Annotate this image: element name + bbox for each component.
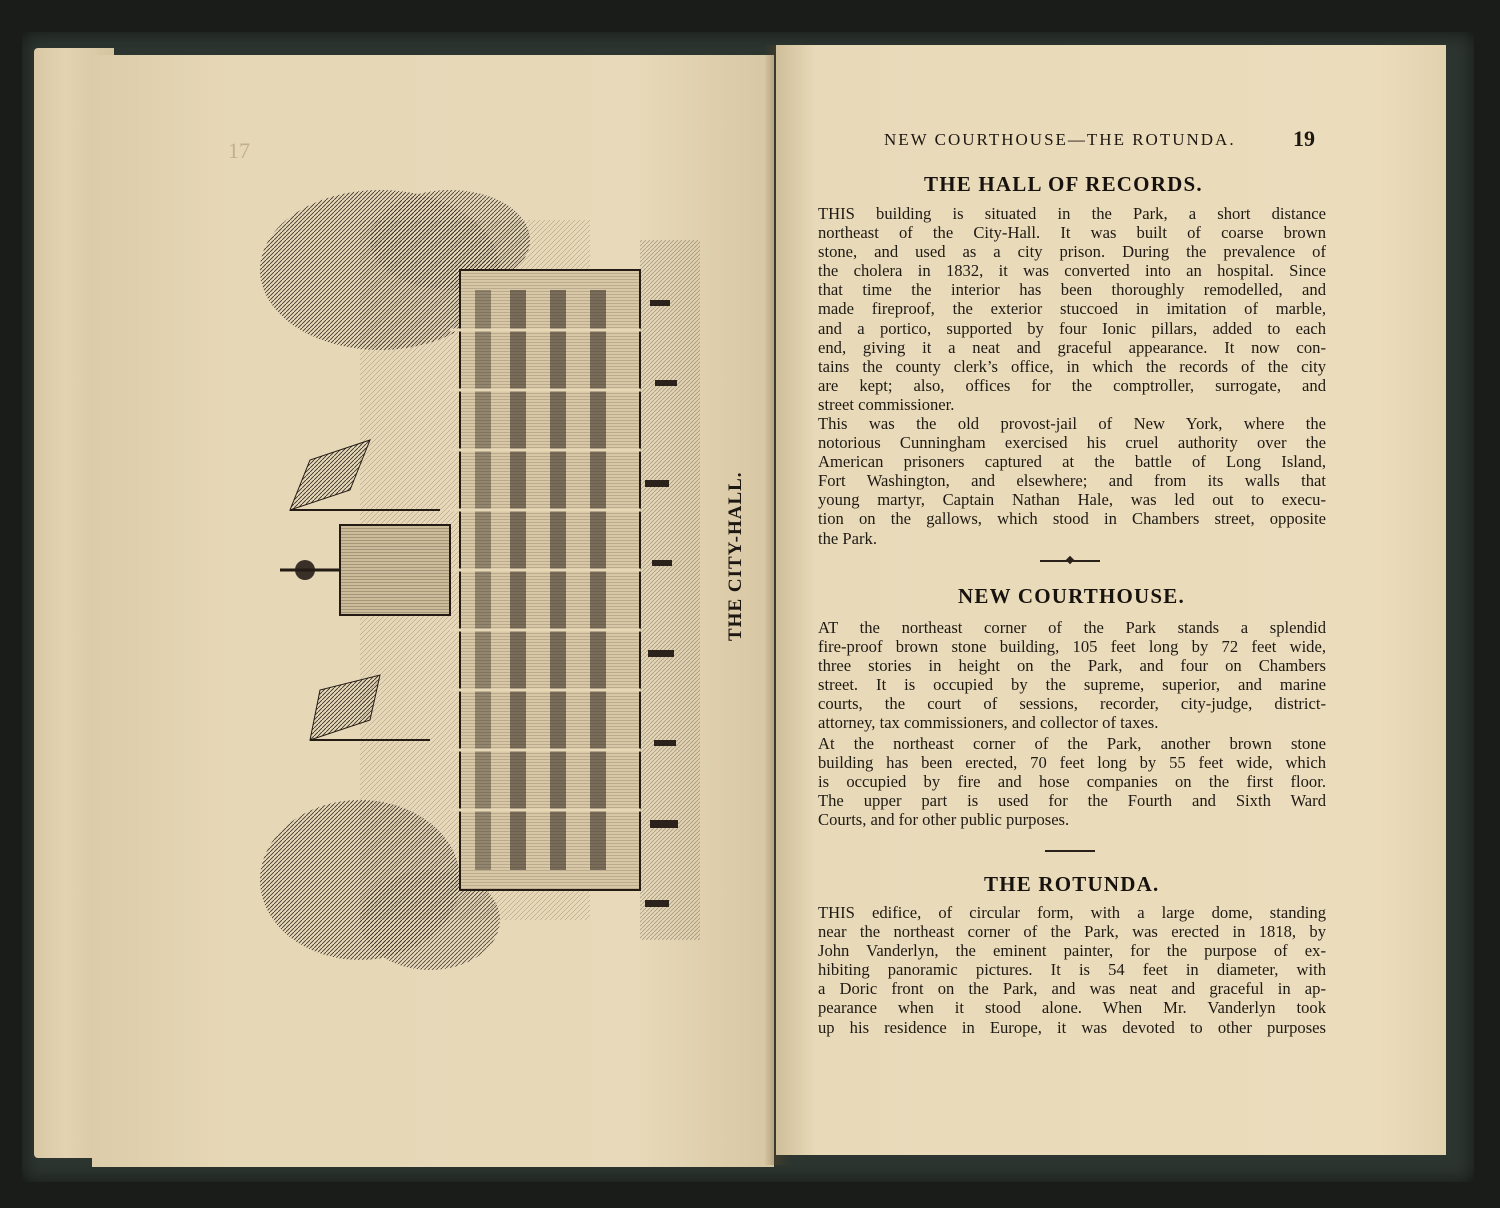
text-line: AT the northeast corner of the Park stands a splendid xyxy=(818,618,1326,637)
section-title-rotunda: THE ROTUNDA. xyxy=(984,872,1160,896)
text-line: courts, the court of sessions, recorder, city-judge, district- xyxy=(818,694,1326,714)
city-hall-engraving xyxy=(250,180,720,980)
text-line: American prisoners captured at the battle of Long Island, xyxy=(818,452,1326,472)
text-line: up his residence in Europe, it was devoted to other purposes xyxy=(818,1017,1326,1037)
text-line: is occupied by fire and hose companies on the first floor. xyxy=(818,772,1326,792)
text-line: attorney, tax commissioners, and collector of taxes. xyxy=(818,713,1159,733)
text-line: Fort Washington, and elsewhere; and from its walls that xyxy=(818,471,1326,491)
text-line: northeast of the City-Hall. It was built of coarse brown xyxy=(818,223,1326,243)
illustration-caption: THE CITY-HALL. xyxy=(725,471,746,641)
text-line: This was the old provost-jail of New York, where the xyxy=(818,414,1326,433)
text-line: that time the interior has been thoroughly remodelled, and xyxy=(818,280,1326,300)
section-title-hall-of-records: THE HALL OF RECORDS. xyxy=(924,172,1203,196)
text-line: notorious Cunningham exercised his cruel authority over the xyxy=(818,433,1326,453)
text-line: John Vanderlyn, the eminent painter, for the purpose of ex- xyxy=(818,941,1326,961)
text-line: and a portico, supported by four Ionic pillars, added to each xyxy=(818,318,1326,338)
ghost-page-number: 17 xyxy=(228,138,250,163)
text-line: The upper part is used for the Fourth and Sixth Ward xyxy=(818,791,1326,811)
text-line: three stories in height on the Park, and four on Chambers xyxy=(818,656,1326,676)
text-line: tains the county clerk’s office, in which the records of the city xyxy=(818,356,1326,376)
text-line: building has been erected, 70 feet long by 55 feet wide, which xyxy=(818,753,1326,773)
paragraph xyxy=(818,903,1326,1037)
text-line: fire-proof brown stone building, 105 feet long by 72 feet wide, xyxy=(818,637,1326,657)
text-line: Courts, and for other public purposes. xyxy=(818,810,1070,830)
text-line: a Doric front on the Park, and was neat and graceful in ap- xyxy=(818,979,1326,999)
text-line: the Park. xyxy=(818,528,877,548)
text-line: street commissioner. xyxy=(818,394,955,414)
section-divider xyxy=(1045,850,1095,852)
running-head: NEW COURTHOUSE—THE ROTUNDA. xyxy=(884,130,1236,149)
text-line: hibiting panoramic pictures. It is 54 feet in diameter, with xyxy=(818,960,1326,980)
text-line: are kept; also, offices for the comptroller, surrogate, and xyxy=(818,375,1326,395)
text-line: young martyr, Captain Nathan Hale, was led out to execu- xyxy=(818,490,1326,510)
page-number: 19 xyxy=(1293,126,1315,151)
text-line: At the northeast corner of the Park, another brown stone xyxy=(818,734,1326,753)
paragraph xyxy=(818,414,1326,548)
text-line: the cholera in 1832, it was converted into an hospital. Since xyxy=(818,261,1326,281)
text-line: street. It is occupied by the supreme, superior, and marine xyxy=(818,675,1326,695)
text-line: tion on the gallows, which stood in Chambers street, opposite xyxy=(818,509,1326,529)
text-line: pearance when it stood alone. When Mr. Vanderlyn took xyxy=(818,998,1326,1018)
paragraph xyxy=(818,618,1326,733)
text-line: made fireproof, the exterior stuccoed in imitation of marble, xyxy=(818,299,1326,319)
text-line: end, giving it a neat and graceful appearance. It now con- xyxy=(818,337,1326,357)
paragraph xyxy=(818,734,1326,829)
text-line: stone, and used as a city prison. During the prevalence of xyxy=(818,242,1326,262)
text-line: THIS building is situated in the Park, a short distance xyxy=(818,204,1326,223)
section-title-new-courthouse: NEW COURTHOUSE. xyxy=(958,584,1185,608)
text-line: THIS edifice, of circular form, with a large dome, standing xyxy=(818,903,1326,922)
text-line: near the northeast corner of the Park, was erected in 1818, by xyxy=(818,922,1326,942)
paragraph xyxy=(818,204,1326,414)
